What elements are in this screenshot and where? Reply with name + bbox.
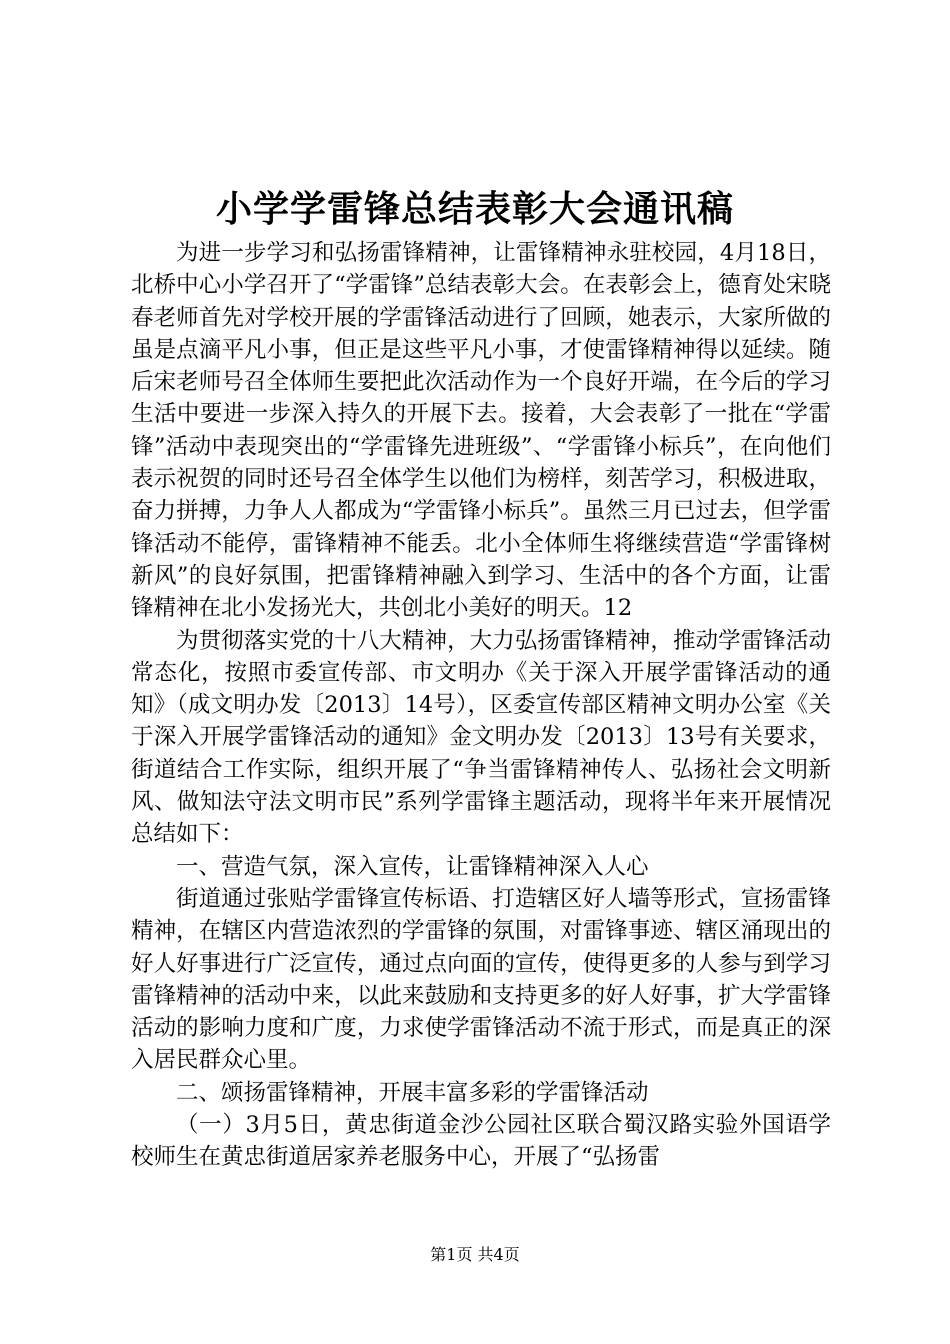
page-number-footer: 第1页 共4页 bbox=[430, 1245, 520, 1264]
paragraph-intro: 为进一步学习和弘扬雷锋精神，让雷锋精神永驻校园，4月18日，北桥中心小学召开了“学雷锋”总结表彰大会。在表彰会上，德育处宋晓春老师首先对学校开展的学雷锋活动进行了回顾，她表示，大家所做的虽是点滴平凡小事，但正是这些平凡小事，才使雷锋精神得以延续。随后宋老师号召全体师生要把此次活动作为一个良好开端，在今后的学习生活中要进一步深入持久的开展下去。接着，大会表彰了一批在“学雷锋”活动中表现突出的“学雷锋先进班级”、“学雷锋小标兵”，在向他们表示祝贺的同时还号召全体学生以他们为榜样，刻苦学习，积极进取，奋力拼搏，力争人人都成为“学雷锋小标兵”。虽然三月已过去，但学雷锋活动不能停，雷锋精神不能丢。北小全体师生将继续营造“学雷锋树新风”的良好氛围，把雷锋精神融入到学习、生活中的各个方面，让雷锋精神在北小发扬光大，共创北小美好的明天。12 bbox=[131, 240, 831, 622]
document-title: 小学学雷锋总结表彰大会通讯稿 bbox=[215, 188, 734, 230]
paragraph-section-1: 街道通过张贴学雷锋宣传标语、打造辖区好人墙等形式，宣扬雷锋精神，在辖区内营造浓烈的学雷锋的氛围，对雷锋事迹、辖区涌现出的好人好事进行广泛宣传，通过点向面的宣传，使得更多的人参与到学习雷锋精神的活动中来，以此来鼓励和支持更多的好人好事，扩大学雷锋活动的影响力度和广度，力求使学雷锋活动不流于形式，而是真正的深入居民群众心里。 bbox=[131, 885, 831, 1074]
section-heading-2: 二、颂扬雷锋精神，开展丰富多彩的学雷锋活动 bbox=[176, 1079, 649, 1106]
section-heading-1: 一、营造气氛，深入宣传，让雷锋精神深入人心 bbox=[176, 853, 649, 880]
document-body bbox=[131, 237, 831, 1174]
paragraph-summary-intro: 为贯彻落实党的十八大精神，大力弘扬雷锋精神，推动学雷锋活动常态化，按照市委宣传部、市文明办《关于深入开展学雷锋活动的通知》（成文明办发〔2013〕14号），区委宣传部区精神文明办公室《关于深入开展学雷锋活动的通知》金文明办发〔2013〕13号有关要求，街道结合工作实际，组织开展了“争当雷锋精神传人、弘扬社会文明新风、做知法守法文明市民”系列学雷锋主题活动，现将半年来开展情况总结如下： bbox=[131, 627, 831, 848]
paragraph-section-2-item-1: （一）3月5日，黄忠街道金沙公园社区联合蜀汉路实验外国语学校师生在黄忠街道居家养老服务中心，开展了“弘扬雷 bbox=[131, 1112, 831, 1171]
